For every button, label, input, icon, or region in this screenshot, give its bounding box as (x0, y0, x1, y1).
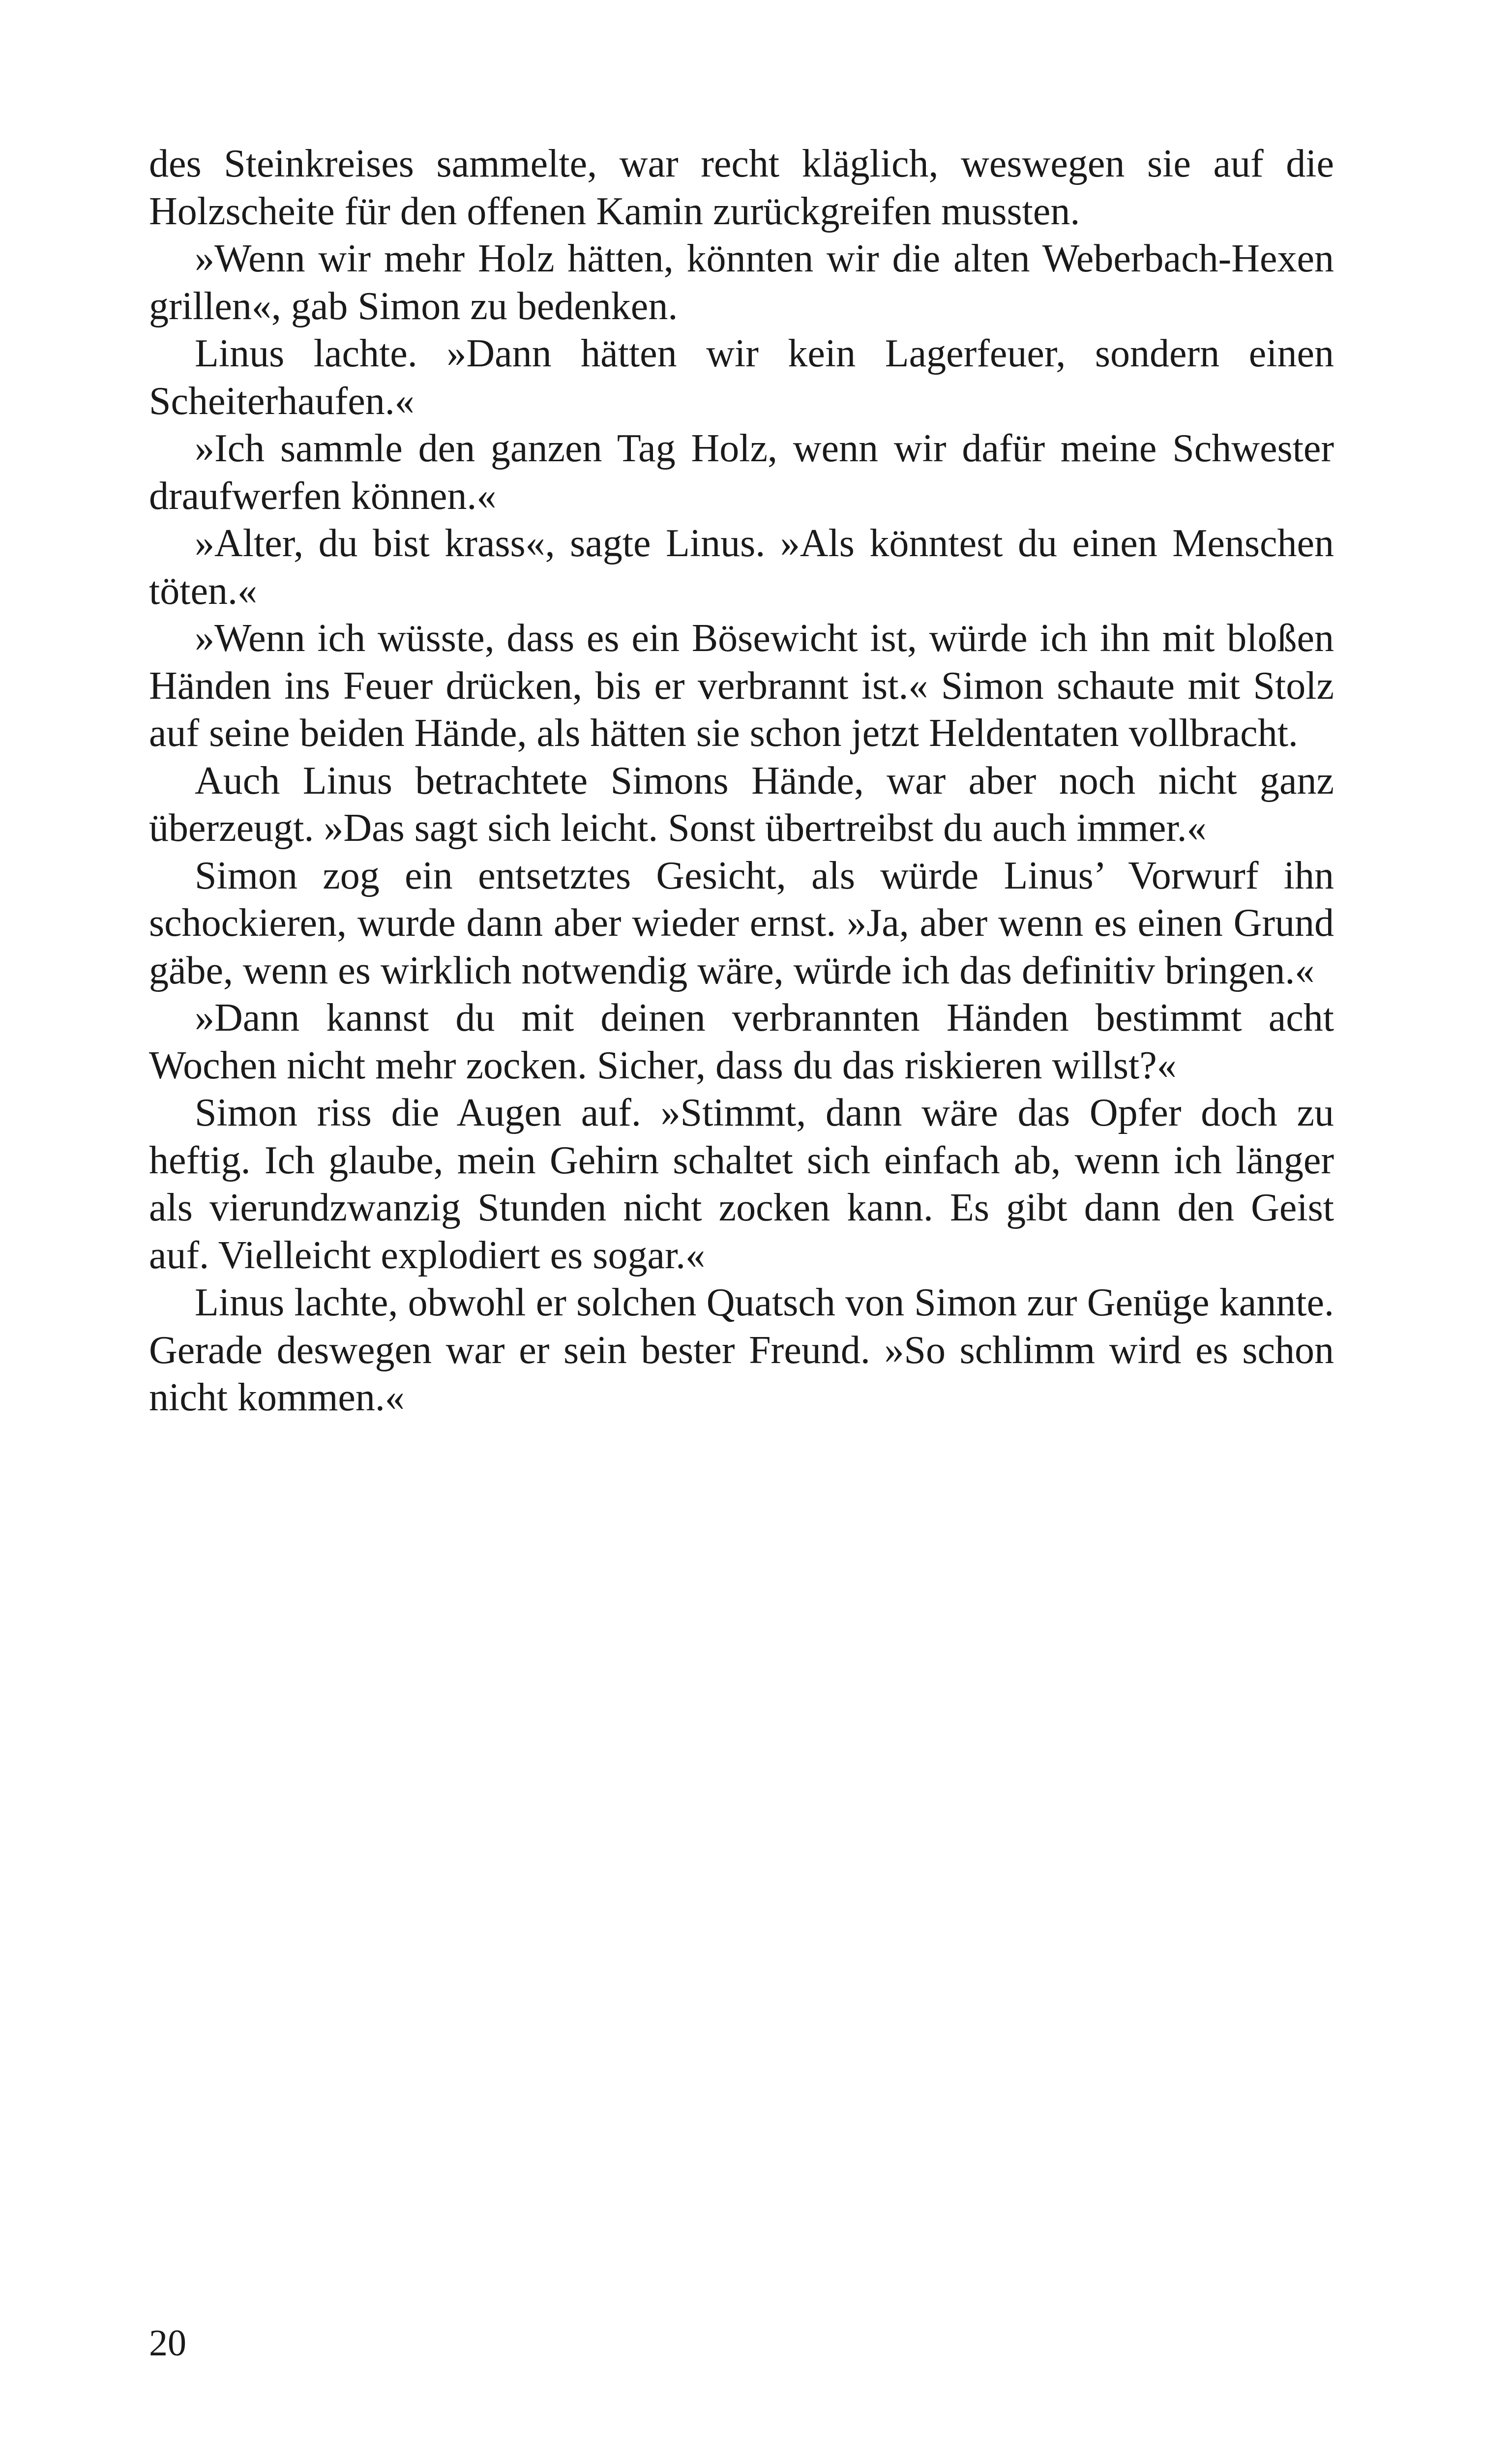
paragraph-9: »Dann kannst du mit deinen verbrannten Händen bestimmt acht Wochen nicht mehr zocken. Sicher, dass du das riskieren willst?« (149, 996, 1334, 1087)
paragraph-1: des Steinkreises sammelte, war recht kläglich, weswegen sie auf die Holzscheite für den offenen Kamin zurückgreifen mussten. (149, 142, 1334, 233)
paragraph-2: »Wenn wir mehr Holz hätten, könnten wir die alten Weberbach-Hexen grillen«, gab Simon zu bedenken. (149, 237, 1334, 328)
body-text (149, 140, 1334, 1422)
paragraph-8: Simon zog ein entsetztes Gesicht, als würde Linus’ Vorwurf ihn schockieren, wurde dann aber wieder ernst. »Ja, aber wenn es einen Grund gäbe, wenn es wirklich notwendig wäre, würde ich das definitiv bringen.« (149, 854, 1334, 992)
paragraph-7: Auch Linus betrachtete Simons Hände, war aber noch nicht ganz überzeugt. »Das sagt sich leicht. Sonst übertreibst du auch immer.« (149, 759, 1334, 850)
paragraph-5: »Alter, du bist krass«, sagte Linus. »Als könntest du einen Menschen töten.« (149, 522, 1334, 613)
paragraph-6: »Wenn ich wüsste, dass es ein Bösewicht ist, würde ich ihn mit bloßen Händen ins Feuer drücken, bis er verbrannt ist.« Simon schaute mit Stolz auf seine beiden Hände, als hätten sie schon jetzt Heldentaten vollbracht. (149, 617, 1334, 755)
paragraph-4: »Ich sammle den ganzen Tag Holz, wenn wir dafür meine Schwester draufwerfen können.« (149, 427, 1334, 518)
page-number: 20 (149, 2322, 186, 2364)
paragraph-11: Linus lachte, obwohl er solchen Quatsch von Simon zur Genüge kannte. Gerade deswegen war er sein bester Freund. »So schlimm wird es schon nicht kommen.« (149, 1281, 1334, 1419)
paragraph-3: Linus lachte. »Dann hätten wir kein Lagerfeuer, sondern einen Scheiterhaufen.« (149, 332, 1334, 423)
paragraph-10: Simon riss die Augen auf. »Stimmt, dann wäre das Opfer doch zu heftig. Ich glaube, mein Gehirn schaltet sich einfach ab, wenn ich länger als vierundzwanzig Stunden nicht zocken kann. Es gibt dann den Geist auf. Vielleicht explodiert es sogar.« (149, 1091, 1334, 1277)
